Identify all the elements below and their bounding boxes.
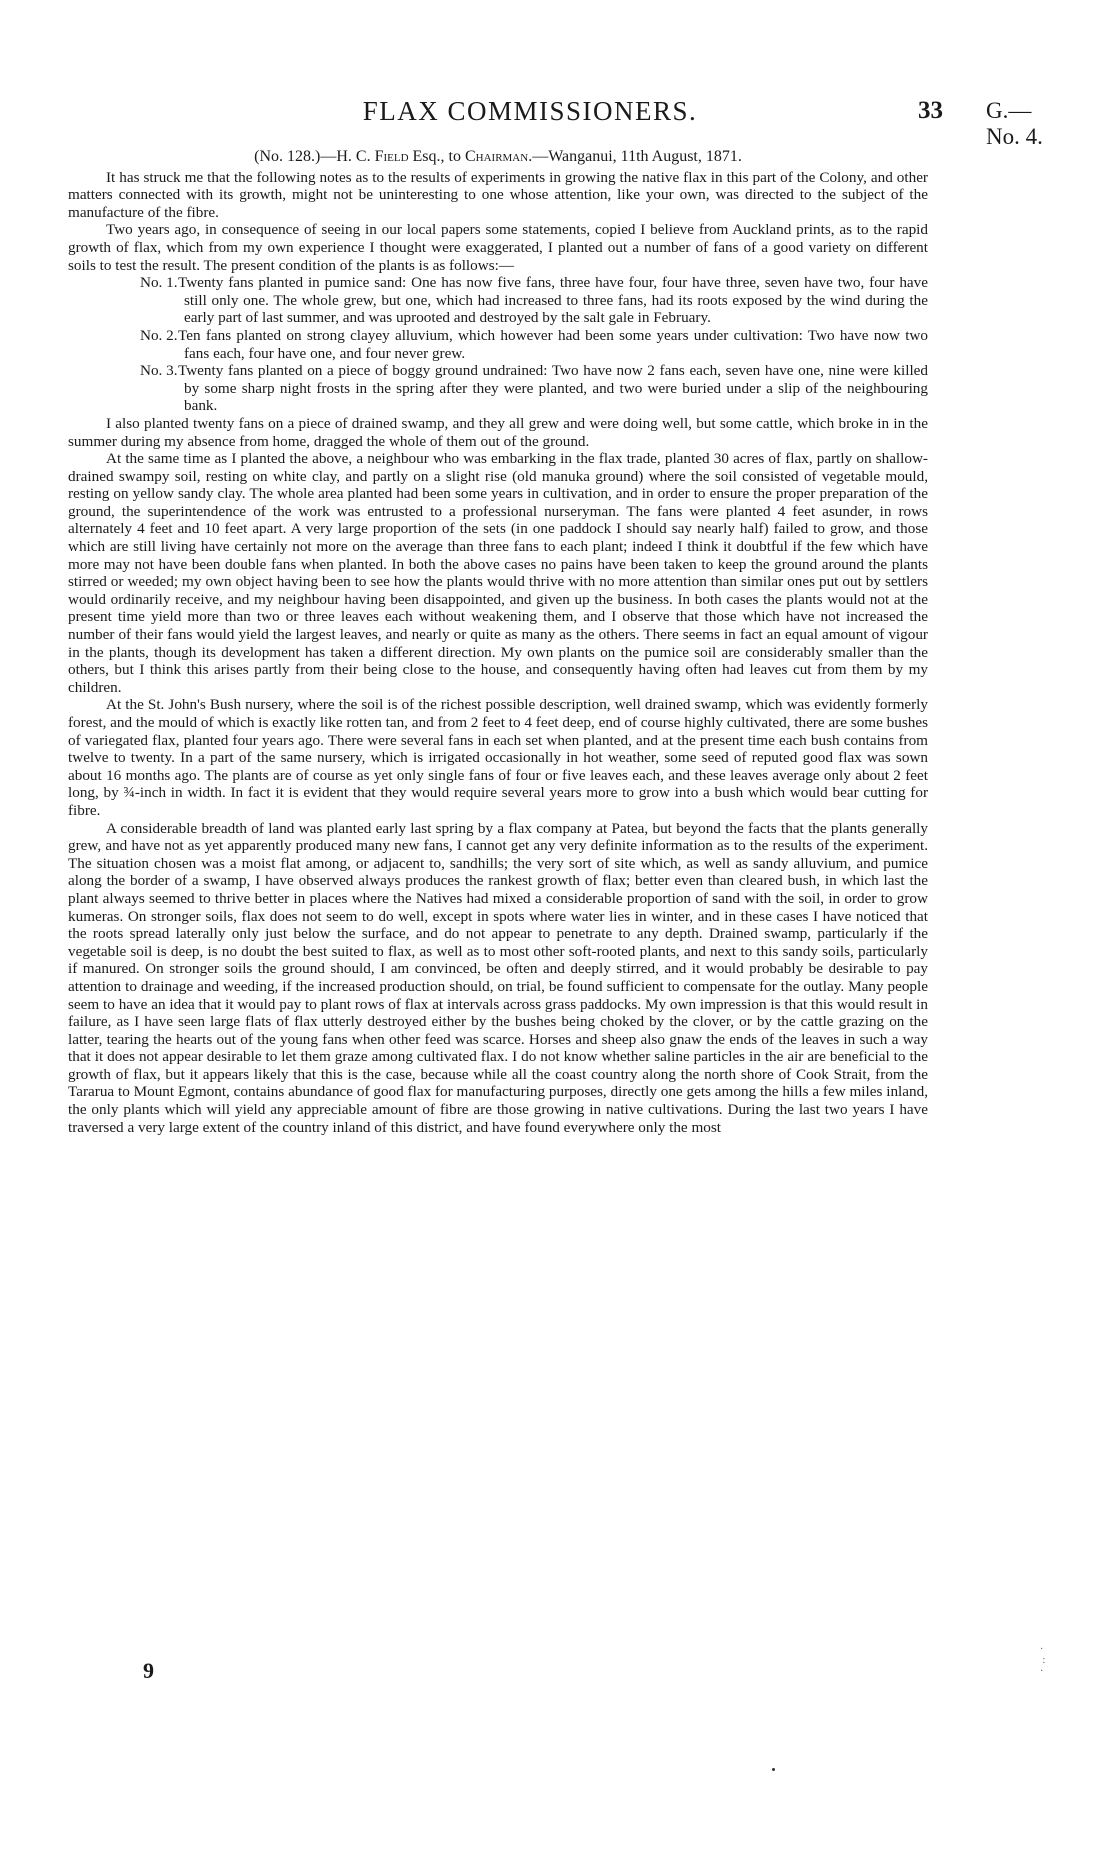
paragraph: I also planted twenty fans on a piece of drained swamp, and they all grew and were doing well, but some cattle, which broke in in the summer during my absence from home, dragged the whole of them out of the ground. (68, 414, 928, 450)
letter-esq: Esq., to (408, 148, 465, 165)
paragraph: At the same time as I planted the above, a neighbour who was embarking in the flax trade, planted 30 acres of flax, partly on shallow-drained swampy soil, resting on white clay, and partly on a slight rise (old manuka ground) where the soil consisted of vegetable mould, resting on yellow sandy clay. The whole area planted had been some years in cultivation, and in order to ensure the proper preparation of the ground, the superintendence of the work was entrusted to a professional nurseryman. The fans were planted 4 feet asunder, in rows alternately 4 feet and 10 feet apart. A very large proportion of the sets (in one paddock I should say nearly half) failed to grow, and those which are still living have certainly not more on the average than three fans to each plant; indeed I think it doubtful if the few which have more may not have been double fans when planted. In both the above cases no pains have been taken to keep the ground around the plants stirred or weeded; my own object having been to see how the plants would thrive with no more attention than similar ones put out by settlers would ordinarily receive, and my neighbour having been disappointed, and given up the business. In both cases the plants would not at the present time yield more than two or three leaves each without weakening them, and I observe that those which have not increased the number of their fans would yield the largest leaves, and nearly or quite as many as the others. There seems in fact an equal amount of vigour in the plants, though its development has taken a different direction. My own plants on the pumice soil are considerably smaller than the others, but I think this arises partly from their being close to the house, and consequently having often had leaves cut from them by my children. (68, 450, 928, 696)
results-list (140, 274, 928, 415)
paragraph: At the St. John's Bush nursery, where the soil is of the richest possible description, well drained swamp, which was evidently formerly forest, and the mould of which is exactly like rotten tan, and from 2 feet to 4 feet deep, end of course highly cultivated, there are some bushes of variegated flax, planted four years ago. There were several fans in each set when planted, and at the present time each bush contains from twelve to twenty. In a part of the same nursery, which is irrigated occasionally in hot weather, some seed of reputed good flax was sown about 16 months ago. The plants are of course as yet only single fans of four or five leaves each, and these leaves average only about 2 feet long, by ¾-inch in width. In fact it is evident that they would require several years more to grow into a bush which would bear cutting for fibre. (68, 696, 928, 819)
page-number: 33 (918, 97, 943, 124)
signature-mark: 9 (143, 1658, 154, 1683)
list-item (140, 327, 928, 362)
paragraph: Two years ago, in consequence of seeing in our local papers some statements, copied I believe from Auckland prints, as to the rapid growth of flax, which from my own experience I thought were exaggerated, I planted out a number of fans of a good variety on different soils to test the result. The present condition of the plants is as follows:— (68, 221, 928, 274)
paragraph: It has struck me that the following notes as to the results of experiments in growing the native flax in this part of the Colony, and other matters connected with its growth, might not be uninteresting to one whose attention, like your own, was directed to the subject of the manufacture of the fibre. (68, 168, 928, 221)
running-title: FLAX COMMISSIONERS. (362, 96, 698, 126)
letter-number: (No. 128.)—H. C. (254, 148, 375, 165)
document-reference: G.—No. 4. (986, 98, 1043, 149)
letter-heading (68, 148, 928, 166)
letter-recipient: Chairman (464, 148, 529, 165)
list-item-text: Twenty fans planted in pumice sand: One has now five fans, three have four, four have three, seven have two, four have still only one. The whole grew, but one, which had increased to three fans, had its roots exposed by the wind during the early part of last summer, and was uprooted and destroyed by the salt gale in February. (178, 274, 928, 327)
scan-specks: · : · (1040, 1644, 1046, 1677)
page-header (70, 96, 1050, 149)
letter-sender: Field (374, 148, 409, 165)
list-item-number: No. 3. (140, 362, 178, 380)
letter-place-date: .—Wanganui, 11th August, 1871. (528, 148, 742, 165)
list-item (140, 274, 928, 327)
list-item-text: Twenty fans planted on a piece of boggy ground undrained: Two have now 2 fans each, seven have one, nine were killed by some sharp night frosts in the spring after they were planted, and two were buried under a slip of the neighbouring bank. (178, 362, 928, 415)
list-item (140, 362, 928, 415)
list-item-number: No. 1. (140, 274, 178, 292)
list-item-number: No. 2. (140, 326, 178, 344)
paragraph: A considerable breadth of land was planted early last spring by a flax company at Patea, but beyond the facts that the plants generally grew, and have not as yet apparently produced many new fans, I cannot get any very definite information as to the results of the experiment. The situation chosen was a moist flat among, or adjacent to, sandhills; the very sort of site which, as well as sandy alluvium, and pumice along the border of a swamp, I have observed always produces the rankest growth of flax; better even than cleared bush, in which last the plant always seemed to thrive better in places where the Natives had mixed a considerable proportion of sand with the soil, in order to grow kumeras. On stronger soils, flax does not seem to do well, except in spots where water lies in winter, and in these cases I have noticed that the roots spread laterally only just below the surface, and do not appear to penetrate to any depth. Drained swamp, particularly if the vegetable soil is deep, is no doubt the best suited to flax, as well as to most other soft-rooted plants, and next to this sandy soils, particularly if manured. On stronger soils the ground should, I am convinced, be often and deeply stirred, and it would probably be desirable to pay attention to drainage and weeding, if the increased production should, on trial, be found sufficient to compensate for the outlay. Many people seem to have an idea that it would pay to plant rows of flax at intervals across grass paddocks. My own impression is that this would result in failure, as I have seen large flats of flax utterly destroyed either by the bushes being choked by the clover, or by the cattle grazing on the latter, tearing the hearts out of the young fans when other feed was scarce. Horses and sheep also gnaw the ends of the leaves in such a way that it does not appear desirable to let them graze among cultivated flax. I do not know whether saline particles in the air are beneficial to the growth of flax, but it appears likely that this is the case, because while all the coast country along the north shore of Cook Strait, from the Tararua to Mount Egmont, contains abundance of good flax for manufacturing purposes, directly one gets among the hills a few miles inland, the only plants which will yield any appreciable amount of fibre are those growing in native cultivations. During the last two years I have traversed a very large extent of the country inland of this district, and have found everywhere only the most (68, 819, 928, 1136)
body-text (68, 148, 928, 1136)
scan-dot (772, 1768, 775, 1771)
list-item-text: Ten fans planted on strong clayey alluvium, which however had been some years under cultivation: Two have now two fans each, four have one, and four never grew. (178, 326, 928, 362)
